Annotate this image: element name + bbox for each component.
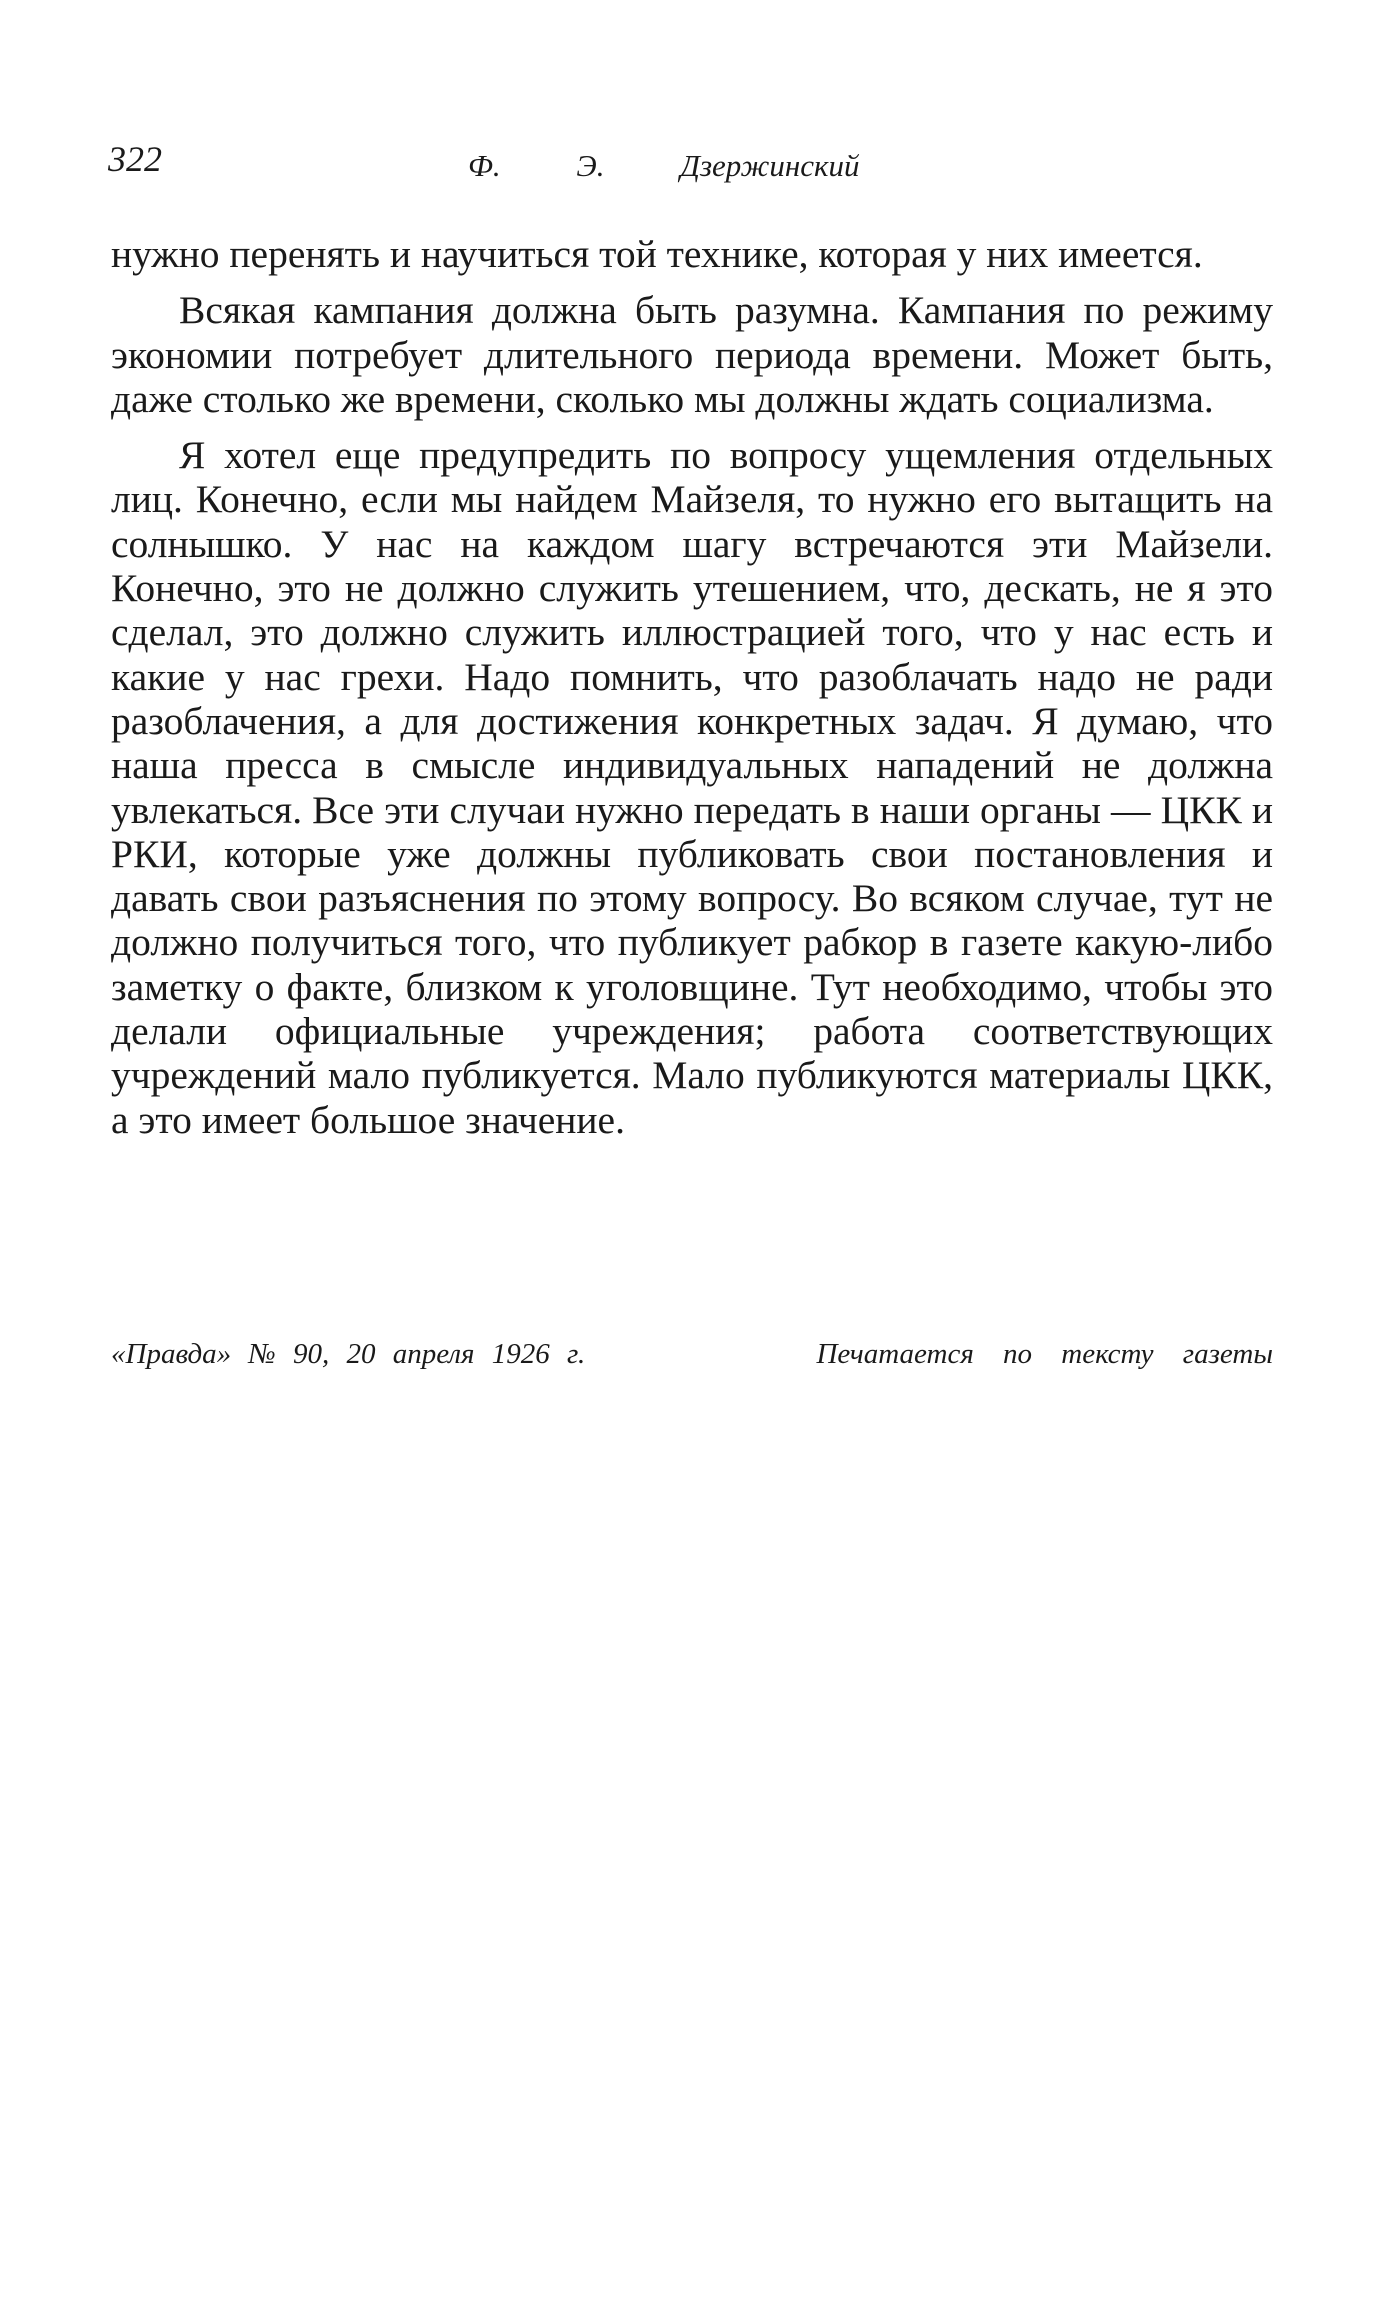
body-text — [111, 232, 1273, 1154]
running-head — [108, 138, 1272, 190]
source-note: Печатается по тексту газеты — [816, 1338, 1273, 1370]
running-head-author: Ф. Э. Дзержинский — [468, 148, 860, 183]
paragraph-1: нужно перенять и научиться той технике, которая у них имеется. — [111, 232, 1203, 276]
source-reference: «Правда» № 90, 20 апреля 1926 г. — [111, 1338, 586, 1370]
paragraph-2: Всякая кампания должна быть разумна. Кампания по режиму экономии потребует длительного периода времени. Может быть, даже столько же времени, сколько мы должны ждать социализма. — [111, 288, 1273, 421]
page-number: 322 — [108, 139, 162, 179]
paragraph-3: Я хотел еще предупредить по вопросу ущемления отдельных лиц. Конечно, если мы найдем Майзеля, то нужно его вытащить на солнышко. У нас на каждом шагу встречаются эти Майзели. Конечно, это не должно служить утешением, что, дескать, не я это сделал, это должно служить иллюстрацией того, что у нас есть и какие у нас грехи. Надо помнить, что разоблачать надо не ради разоблачения, а для достижения конкретных задач. Я думаю, что наша пресса в смысле индивидуальных нападений не должна увлекаться. Все эти случаи нужно передать в наши органы — ЦКК и РКИ, которые уже должны публиковать свои постановления и давать свои разъяснения по этому вопросу. Во всяком случае, тут не должно получиться того, что публикует рабкор в газете какую-либо заметку о факте, близком к уголовщине. Тут необходимо, чтобы это делали официальные учреждения; работа соответствующих учреждений мало публикуется. Мало публикуются материалы ЦКК, а это имеет большое значение. — [111, 433, 1273, 1142]
